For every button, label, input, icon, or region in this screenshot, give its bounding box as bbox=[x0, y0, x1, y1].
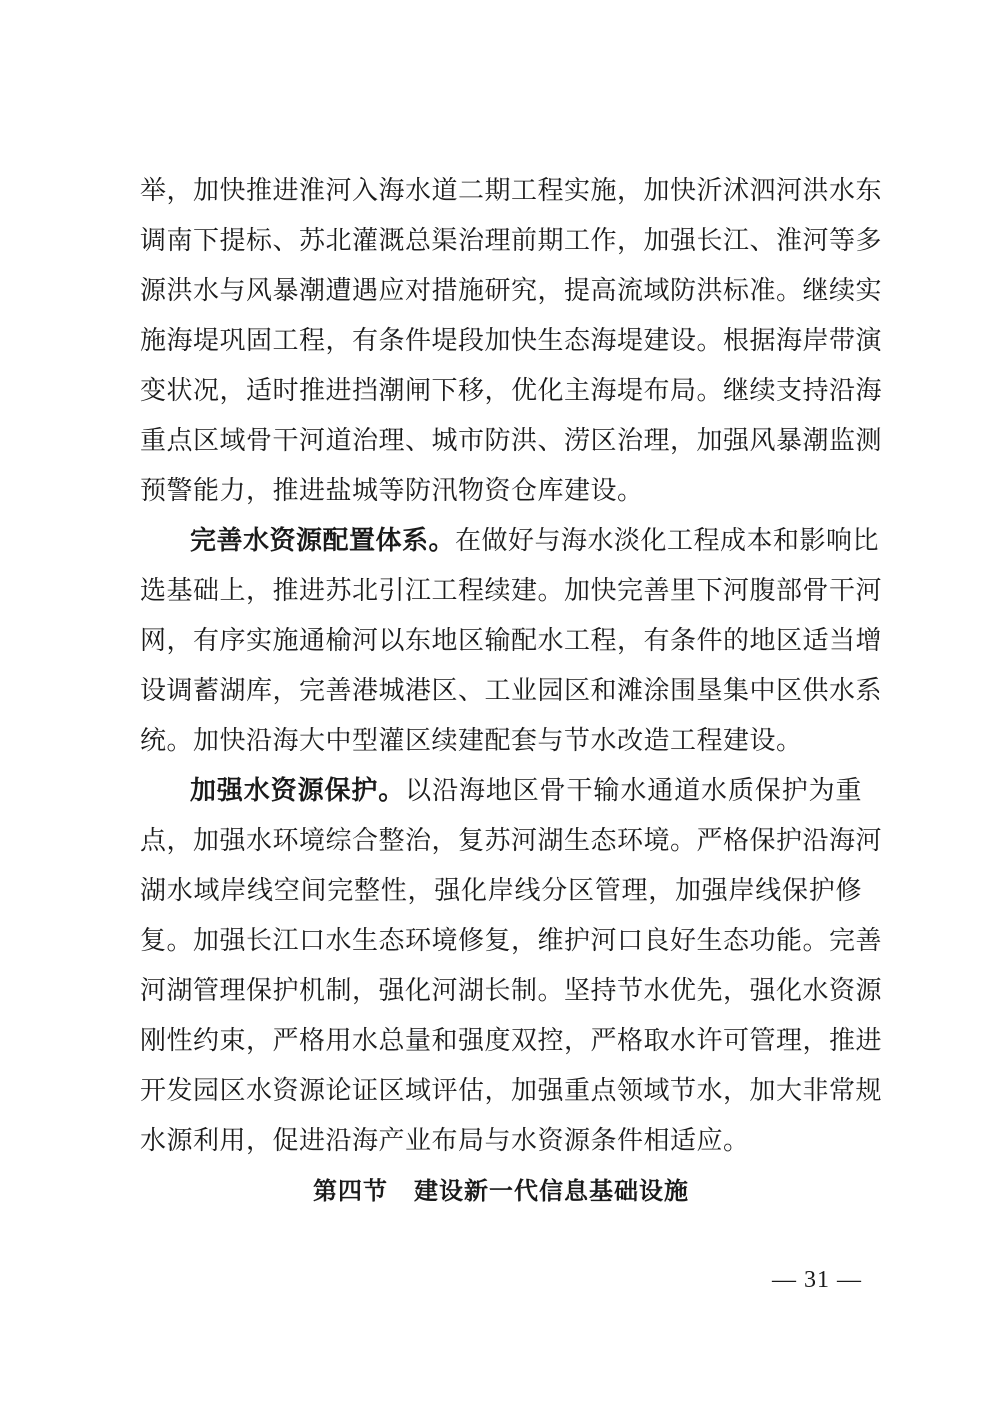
paragraph-1-line-6: 重点区域骨干河道治理、城市防洪、涝区治理，加强风暴潮监测 bbox=[140, 426, 883, 456]
paragraph-1-line-5: 变状况，适时推进挡潮闸下移，优化主海堤布局。继续支持沿海 bbox=[140, 376, 883, 406]
paragraph-2-line-4: 设调蓄湖库，完善港城港区、工业园区和滩涂围垦集中区供水系 bbox=[140, 676, 883, 706]
paragraph-3-first-rest: 以沿海地区骨干输水通道水质保护为重 bbox=[405, 776, 862, 806]
paragraph-3-line-2: 点，加强水环境综合整治，复苏河湖生态环境。严格保护沿海河 bbox=[140, 826, 883, 856]
paragraph-1-line-2: 调南下提标、苏北灌溉总渠治理前期工作，加强长江、淮河等多 bbox=[140, 226, 883, 256]
paragraph-1-line-7: 预警能力，推进盐城等防汛物资仓库建设。 bbox=[140, 476, 644, 506]
section-number: 第四节 bbox=[313, 1177, 388, 1205]
paragraph-3-line-8: 水源利用，促进沿海产业布局与水资源条件相适应。 bbox=[140, 1126, 750, 1156]
paragraph-1-line-4: 施海堤巩固工程，有条件堤段加快生态海堤建设。根据海岸带演 bbox=[140, 326, 883, 356]
paragraph-3-line-5: 河湖管理保护机制，强化河湖长制。坚持节水优先，强化水资源 bbox=[140, 976, 883, 1006]
paragraph-2-line-1 bbox=[190, 516, 880, 566]
paragraph-1-line-3: 源洪水与风暴潮遭遇应对措施研究，提高流域防洪标准。继续实 bbox=[140, 276, 883, 306]
paragraph-2-line-3: 网，有序实施通榆河以东地区输配水工程，有条件的地区适当增 bbox=[140, 626, 883, 656]
paragraph-2-lead: 完善水资源配置体系。 bbox=[190, 526, 456, 556]
paragraph-3-line-1 bbox=[190, 766, 862, 816]
paragraph-3-line-7: 开发园区水资源论证区域评估，加强重点领域节水，加大非常规 bbox=[140, 1076, 883, 1106]
section-heading bbox=[140, 1166, 862, 1216]
section-title: 建设新一代信息基础设施 bbox=[414, 1177, 689, 1205]
paragraph-2-line-2: 选基础上，推进苏北引江工程续建。加快完善里下河腹部骨干河 bbox=[140, 576, 883, 606]
paragraph-3-lead: 加强水资源保护。 bbox=[190, 776, 406, 806]
paragraph-3-line-6: 刚性约束，严格用水总量和强度双控，严格取水许可管理，推进 bbox=[140, 1026, 883, 1056]
paragraph-3-line-4: 复。加强长江口水生态环境修复，维护河口良好生态功能。完善 bbox=[140, 926, 883, 956]
paragraph-2-first-rest: 在做好与海水淡化工程成本和影响比 bbox=[455, 526, 880, 556]
paragraph-1-line-1: 举，加快推进淮河入海水道二期工程实施，加快沂沭泗河洪水东 bbox=[140, 176, 883, 206]
paragraph-2-line-5: 统。加快沿海大中型灌区续建配套与节水改造工程建设。 bbox=[140, 726, 803, 756]
page-number: — 31 — bbox=[772, 1267, 862, 1293]
paragraph-3-line-3: 湖水域岸线空间完整性，强化岸线分区管理，加强岸线保护修 bbox=[140, 876, 862, 906]
